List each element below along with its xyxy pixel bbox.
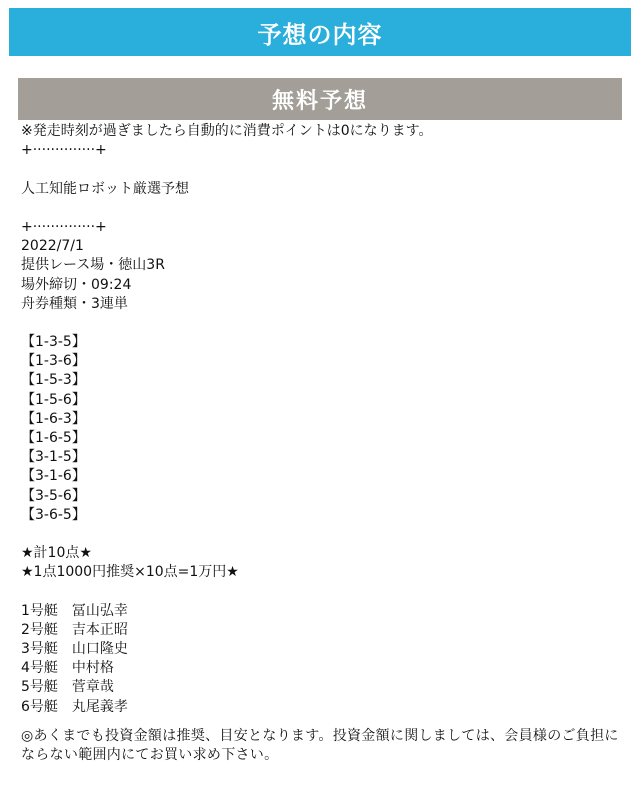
- combination-item: 【1-5-6】: [21, 391, 86, 408]
- racer-list: [21, 602, 626, 717]
- notice-text: ※発走時刻が過ぎましたら自動的に消費ポイントは0になります。: [21, 123, 433, 139]
- combination-item: 【1-6-3】: [21, 410, 86, 427]
- stake-recommendation: ★1点1000円推奨×10点=1万円★: [21, 564, 239, 581]
- racer-item: 4号艇 中村格: [21, 660, 114, 677]
- divider-line: +··············+: [21, 142, 107, 159]
- combination-item: 【1-3-5】: [21, 334, 86, 351]
- combination-item: 【1-5-3】: [21, 372, 86, 389]
- total-points: ★計10点★: [21, 545, 92, 562]
- race-deadline: 場外締切・09:24: [21, 276, 132, 293]
- racer-item: 3号艇 山口隆史: [21, 641, 128, 658]
- disclaimer-text: ◎あくまでも投資金額は推奨、目安となります。投資金額に関しましては、会員様のご負担にならない範囲内にてお買い求め下さい。: [21, 727, 619, 764]
- page-title: 予想の内容: [9, 8, 631, 56]
- race-date: 2022/7/1: [21, 238, 84, 255]
- racer-item: 5号艇 菅章哉: [21, 679, 114, 696]
- racer-item: 2号艇 吉本正昭: [21, 621, 128, 638]
- prediction-heading: 人工知能ロボット厳選予想: [21, 180, 189, 197]
- bet-type: 舟券種類・3連単: [21, 295, 128, 312]
- combination-item: 【3-1-6】: [21, 468, 86, 485]
- prediction-content: [21, 122, 626, 766]
- race-venue: 提供レース場・徳山3R: [21, 257, 165, 274]
- divider-line: +··············+: [21, 218, 107, 235]
- section-title: 無料予想: [18, 78, 622, 120]
- racer-item: 6号艇 丸尾義孝: [21, 698, 128, 715]
- combination-list: [21, 333, 626, 525]
- combination-item: 【1-3-6】: [21, 353, 86, 370]
- racer-item: 1号艇 冨山弘幸: [21, 602, 128, 619]
- combination-item: 【3-6-5】: [21, 506, 86, 523]
- combination-item: 【3-1-5】: [21, 449, 86, 466]
- combination-item: 【3-5-6】: [21, 487, 86, 504]
- combination-item: 【1-6-5】: [21, 430, 86, 446]
